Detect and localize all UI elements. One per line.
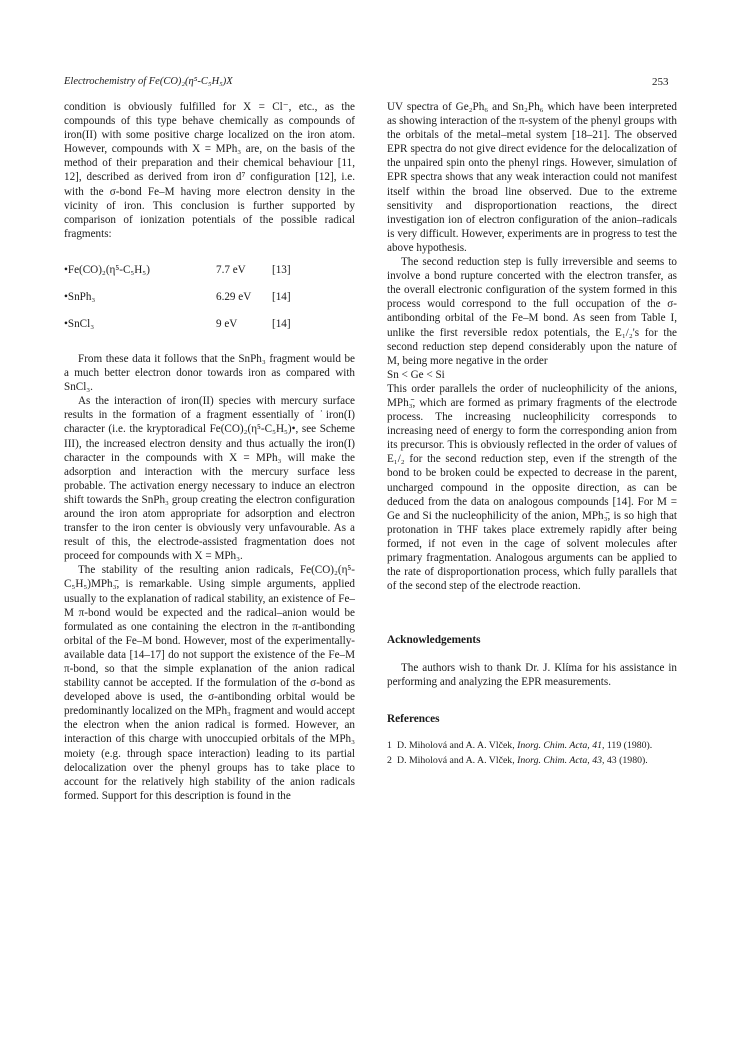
acknowledgements-heading: Acknowledgements xyxy=(387,634,481,647)
reference-list xyxy=(387,740,677,767)
citation: [13] xyxy=(272,264,291,277)
ionization-potential-row xyxy=(64,311,355,338)
ionization-potential-list xyxy=(64,257,355,338)
radical-fragment: •Fe(CO)₂(η⁵-C₅H₅) xyxy=(64,264,150,277)
reference-journal: Inorg. Chim. Acta, 41, xyxy=(517,739,605,751)
ionization-potential-value: 7.7 eV xyxy=(216,264,246,277)
citation: [14] xyxy=(272,318,291,331)
running-head: Electrochemistry of Fe(CO)₂(η⁵-C₅H₅)X xyxy=(64,76,233,87)
reference-item xyxy=(387,740,677,752)
reference-text xyxy=(397,740,677,752)
body-paragraph: The second reduction step is fully irreversible and seems to involve a bond rupture concerted with the electron transfer, as the overall electronic configuration of the system formed in this process would correspond to the full occupation of the σ-antibonding orbital of the Fe–M bond. As seen from Table I, unlike the first reversible redox potentials, the E₁/₂'s for the second reduction step depend considerably upon the nature of M, being more negative in the order xyxy=(387,256,677,367)
reference-pages: 119 (1980). xyxy=(604,739,653,751)
page-number: 253 xyxy=(652,76,669,88)
reference-text xyxy=(397,755,677,767)
body-paragraph: The stability of the resulting anion radicals, Fe(CO)₂(η⁵-C₅H₅)MPh₃̄, is remarkable. Using simple arguments, applied usually to the explanation of radical stability, an existence of Fe–M π-bond would be expected and the radical–anion would be formulated as one containing the electron in the π-antibonding orbital of the Fe–M bond. However, most of the experimentally-available data [14–17] do not support the existence of the Fe–M π-bond, so that the simple explanation of the anion radical stability cannot be accepted. If the formulation of the σ-bond as developed above is used, the σ-antibonding orbital would be predominantly localized on the MPh₃ fragment and would accept the electron when the anion radical is formed. However, an interaction of this charge with unoccupied orbitals of the MPh₃ moiety (e.g. through space interaction) leading to its partial delocalization over the phenyl groups has to take place to account for the relatively high stability of the anion radicals formed. Support for this description is found in the xyxy=(64,564,355,802)
ionization-potential-value: 6.29 eV xyxy=(216,291,252,304)
nucleophilicity-order: Sn < Ge < Si xyxy=(387,368,445,381)
reference-number: 2 xyxy=(387,754,392,766)
ionization-potential-row xyxy=(64,284,355,311)
reference-number: 1 xyxy=(387,739,392,751)
reference-pages: 43 (1980). xyxy=(604,754,648,766)
reference-authors: D. Miholová and A. A. Vlček, xyxy=(397,754,518,766)
body-paragraph: From these data it follows that the SnPh₃ fragment would be a much better electron donor towards iron as compared with SnCl₃. xyxy=(64,352,355,394)
radical-fragment: •SnPh₃ xyxy=(64,291,96,304)
acknowledgements-text: The authors wish to thank Dr. J. Klíma for his assistance in performing and analyzing the EPR measurements. xyxy=(387,662,677,689)
reference-authors: D. Miholová and A. A. Vlček, xyxy=(397,739,518,751)
ionization-potential-value: 9 eV xyxy=(216,318,238,331)
citation: [14] xyxy=(272,291,291,304)
reference-item xyxy=(387,755,677,767)
ionization-potential-row xyxy=(64,257,355,284)
reference-journal: Inorg. Chim. Acta, 43, xyxy=(517,754,605,766)
left-column xyxy=(64,100,355,803)
body-paragraph: This order parallels the order of nucleophilicity of the anions, MPh₃̄, which are formed as primary fragments of the electrode process. The increasing nucleophilicity corresponds to increasing need of energy to form the corresponding anion from its precursor. This is obviously reflected in the order of values of E₁/₂ for the second reduction step, even if the strength of the bond to be broken could be expected to decrease in the parent, uncharged compound in the opposite direction, as can be deduced from the data on analogous compounds [14]. For M = Ge and Si the nucleophilicity of the anion, MPh₃̄, is so high that protonation in THF takes place extremely rapidly after being formed, if not even in the cage of solvent molecules after primary fragmentation. Analogous arguments can be applied to the rate of disproportionation process, which fully parallels that of the second step of the electrode reaction. xyxy=(387,382,677,593)
body-paragraph: UV spectra of Ge₂Ph₆ and Sn₂Ph₆ which have been interpreted as showing interaction of the π-system of the phenyl groups with the orbitals of the metal–metal system [18–21]. The observed EPR spectra do not give direct evidence for the delocalization of the unpaired spin onto the phenyl rings. However, simulation of EPR spectra shows that any weak interaction could not manifest itself within the broad line observed. Due to the extreme sensitivity and disproportionation reactions, the direct investigation ion of electron configuration of the anion–radicals is very difficult. However, experiments are in progress to test the above hypothesis. xyxy=(387,101,677,254)
body-paragraph: As the interaction of iron(II) species with mercury surface results in the formation of a fragment essentially of ˙iron(I) character (i.e. the kryptoradical Fe(CO)₂(η⁵-C₅H₅)•, see Scheme III), the increased electron density and thus actually the iron(I) character in the compounds with X = MPh₃ will make the adsorption and interaction with the mercury surface less probable. The activation energy necessary to induce an electron shift towards the SnPh₃ group creating the electron configuration around the iron atom appropriate for adsorption and electron transfer to the iron center is obviously very unfavourable. As a result of this, the electrode-assisted fragmentation does not proceed for compounds with X = MPh₃. xyxy=(64,395,355,563)
right-column xyxy=(387,100,677,770)
radical-fragment: •SnCl₃ xyxy=(64,318,95,331)
body-paragraph: condition is obviously fulfilled for X = Cl⁻, etc., as the compounds of this type behave chemically as compounds of iron(II) with some positive charge localized on the iron atom. However, compounds with X = MPh₃ are, on the basis of the method of their preparation and their chemical behaviour [11, 12], described as derived from iron d⁷ configuration [12], i.e. with the σ-bond Fe–M having more electron density in the vicinity of iron. This conclusion is further supported by comparison of ionization potentials of the possible radical fragments: xyxy=(64,101,355,240)
references-heading: References xyxy=(387,712,440,725)
